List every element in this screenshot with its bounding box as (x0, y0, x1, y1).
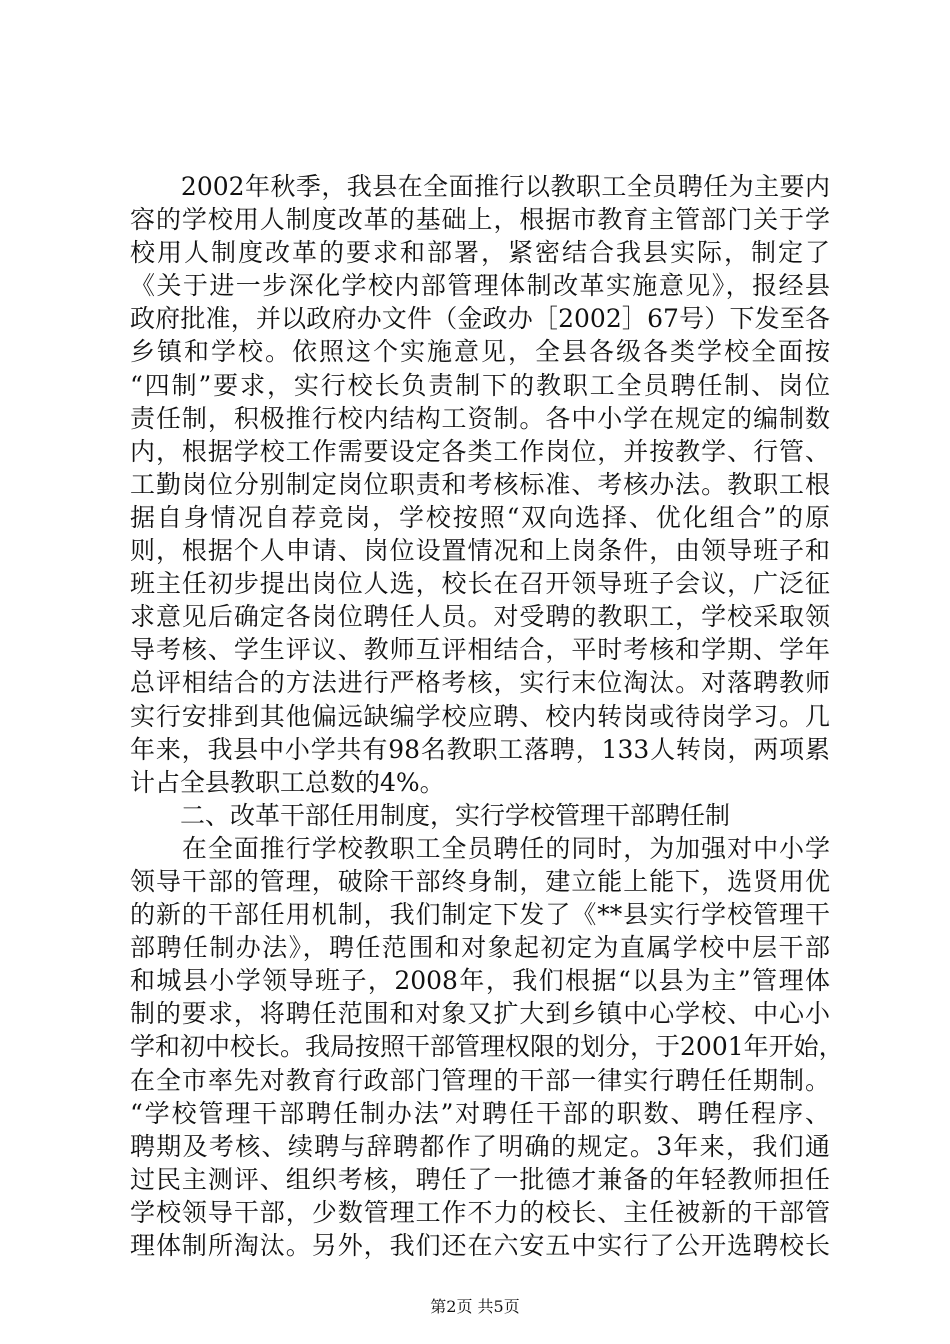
text-line: 聘期及考核、续聘与辞聘都作了明确的规定。3年来，我们通 (130, 1131, 830, 1161)
text-line: 乡镇和学校。依照这个实施意见，全县各级各类学校全面按 (130, 337, 830, 367)
text-line: 则，根据个人申请、岗位设置情况和上岗条件，由领导班子和 (130, 536, 830, 566)
text-line: 过民主测评、组织考核，聘任了一批德才兼备的年轻教师担任 (130, 1164, 830, 1194)
text-line: 在全面推行学校教职工全员聘任的同时，为加强对中小学 (130, 833, 830, 863)
text-line: “学校管理干部聘任制办法”对聘任干部的职数、聘任程序、 (130, 1098, 830, 1128)
text-line: 的新的干部任用机制，我们制定下发了《**县实行学校管理干 (130, 900, 830, 930)
text-line: 总评相结合的方法进行严格考核，实行末位淘汰。对落聘教师 (130, 668, 830, 698)
text-line: 理体制所淘汰。另外，我们还在六安五中实行了公开选聘校长 (130, 1231, 830, 1260)
text-line: 容的学校用人制度改革的基础上，根据市教育主管部门关于学 (130, 205, 830, 235)
text-line: 制的要求，将聘任范围和对象又扩大到乡镇中心学校、中心小 (130, 999, 830, 1029)
text-line: 工勤岗位分别制定岗位职责和考核标准、考核办法。教职工根 (130, 469, 830, 499)
page-number-footer: 第2页 共5页 (430, 1297, 520, 1316)
text-line: 学和初中校长。我局按照干部管理权限的划分，于2001年开始， (130, 1032, 844, 1062)
text-line: 领导干部的管理，破除干部终身制，建立能上能下，选贤用优 (130, 866, 830, 896)
text-line: 求意见后确定各岗位聘任人员。对受聘的教职工，学校采取领 (130, 602, 830, 632)
text-line: 导考核、学生评议、教师互评相结合，平时考核和学期、学年 (130, 635, 830, 665)
text-line: 班主任初步提出岗位人选，校长在召开领导班子会议，广泛征 (130, 569, 830, 599)
section-heading: 二、改革干部任用制度，实行学校管理干部聘任制 (130, 800, 731, 830)
text-line: 校用人制度改革的要求和部署，紧密结合我县实际，制定了 (130, 238, 830, 268)
text-line: 2002年秋季，我县在全面推行以教职工全员聘任为主要内 (130, 172, 830, 201)
text-line: 计占全县教职工总数的4%。 (130, 767, 445, 797)
text-line: 责任制，积极推行校内结构工资制。各中小学在规定的编制数 (130, 403, 830, 433)
text-line: 学校领导干部，少数管理工作不力的校长、主任被新的干部管 (130, 1197, 830, 1227)
text-line: 部聘任制办法》，聘任范围和对象起初定为直属学校中层干部 (130, 933, 830, 963)
text-line: 《关于进一步深化学校内部管理体制改革实施意见》，报经县 (130, 271, 830, 301)
text-line: 内，根据学校工作需要设定各类工作岗位，并按教学、行管、 (130, 436, 830, 466)
text-line: 据自身情况自荐竞岗，学校按照“双向选择、优化组合”的原 (130, 502, 830, 532)
text-line: 和城县小学领导班子，2008年，我们根据“以县为主”管理体 (130, 966, 830, 996)
text-line: 政府批准，并以政府办文件（金政办［2002］67号）下发至各 (130, 304, 830, 334)
text-line: 年来，我县中小学共有98名教职工落聘，133人转岗，两项累 (130, 734, 830, 764)
text-line: 在全市率先对教育行政部门管理的干部一律实行聘任任期制。 (130, 1065, 830, 1095)
document-body (130, 170, 844, 1262)
text-line: “四制”要求，实行校长负责制下的教职工全员聘任制、岗位 (130, 370, 830, 400)
text-line: 实行安排到其他偏远缺编学校应聘、校内转岗或待岗学习。几 (130, 701, 830, 731)
